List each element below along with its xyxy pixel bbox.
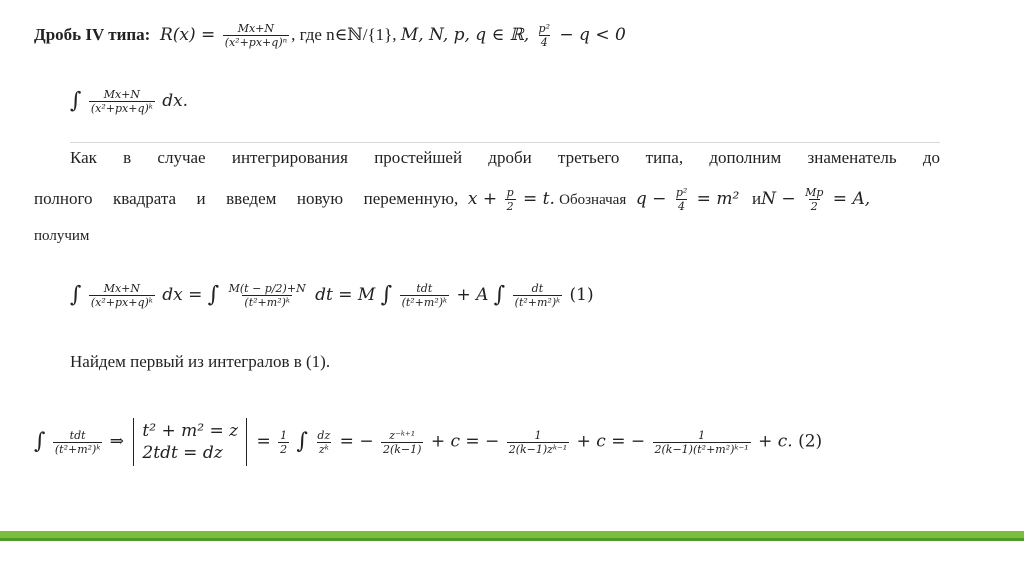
det-row-1: t² + m² = z <box>142 421 239 441</box>
definition-m: q − $\frac{\text{p²}}{4}$ = m² <box>630 186 740 213</box>
heading-label: Дробь IV типа: <box>34 25 151 44</box>
det-row-2: 2tdt = dz <box>142 443 223 463</box>
heading-line <box>34 22 626 49</box>
integral-iv-type: ∫ $\frac{Mx+N}{\text{(x²+px+q)ᵏ}}$ dx. <box>70 88 189 115</box>
heading-conditions: , где n∈ℕ/{1}, M, N, p, q ∈ ℝ, $\frac{\text{p²}}{4}$ − q < 0 <box>291 22 626 49</box>
heading-formula: R(x) = $\frac{Mx+N}{\text{(x²+px+q)ⁿ}}$ <box>154 22 288 49</box>
paragraph-line-3: получим <box>34 228 90 244</box>
paragraph-text: полного квадрата и введем новую переменную, <box>34 189 459 208</box>
substitution-formula: x + $\frac{p}{2}$ = t. <box>462 186 555 213</box>
footer-accent-bar <box>0 531 1024 538</box>
substitution-determinant <box>133 418 247 466</box>
divider-line <box>70 142 940 143</box>
paragraph-line-2 <box>34 186 940 213</box>
equation-2-tag: (2) <box>798 431 823 452</box>
and-text: и <box>743 189 762 208</box>
equation-1: ∫ $\frac{Mx+N}{\text{(x²+px+q)ᵏ}}$ dx = ∫ $\frac{M(t - p/2)+N}{\text{(t²+m²)ᵏ}}$ dt = M ∫ $\frac{\text{tdt}}{\text{(t²+m²)ᵏ}}$ + A ∫ $\frac{dt}{\text{(t²+m²)ᵏ}}$ (1) <box>70 282 594 309</box>
note-text: Обозначая <box>559 192 627 208</box>
footer-accent-bar-dark <box>0 538 1024 541</box>
equation-1-tag: (1) <box>569 285 594 305</box>
equation-2: ∫ $\frac{\text{tdt}}{\text{(t²+m²)ᵏ}}$ ⇒ t² + m² = z 2tdt = dz = $\frac{1}{2}$ ∫ $\frac{dz}{\text{zᵏ}}$ = − $\frac{\text{z⁻ᵏ⁺¹}}{2(k-1)}$ + c = − $\frac{1}{\text{2(k−1)zᵏ⁻¹}}$ + c = − $\frac{1}{\text{2(k−1)(t²+m²)ᵏ⁻¹}}$ + c. (2) <box>34 418 822 466</box>
find-integral-text: Найдем первый из интегралов в (1). <box>70 352 331 371</box>
definition-a: N − $\frac{Mp}{2}$ = A, <box>761 186 871 213</box>
paragraph-line-1: Как в случае интегрирования простейшей дроби третьего типа, дополним знаменатель до <box>70 148 940 167</box>
